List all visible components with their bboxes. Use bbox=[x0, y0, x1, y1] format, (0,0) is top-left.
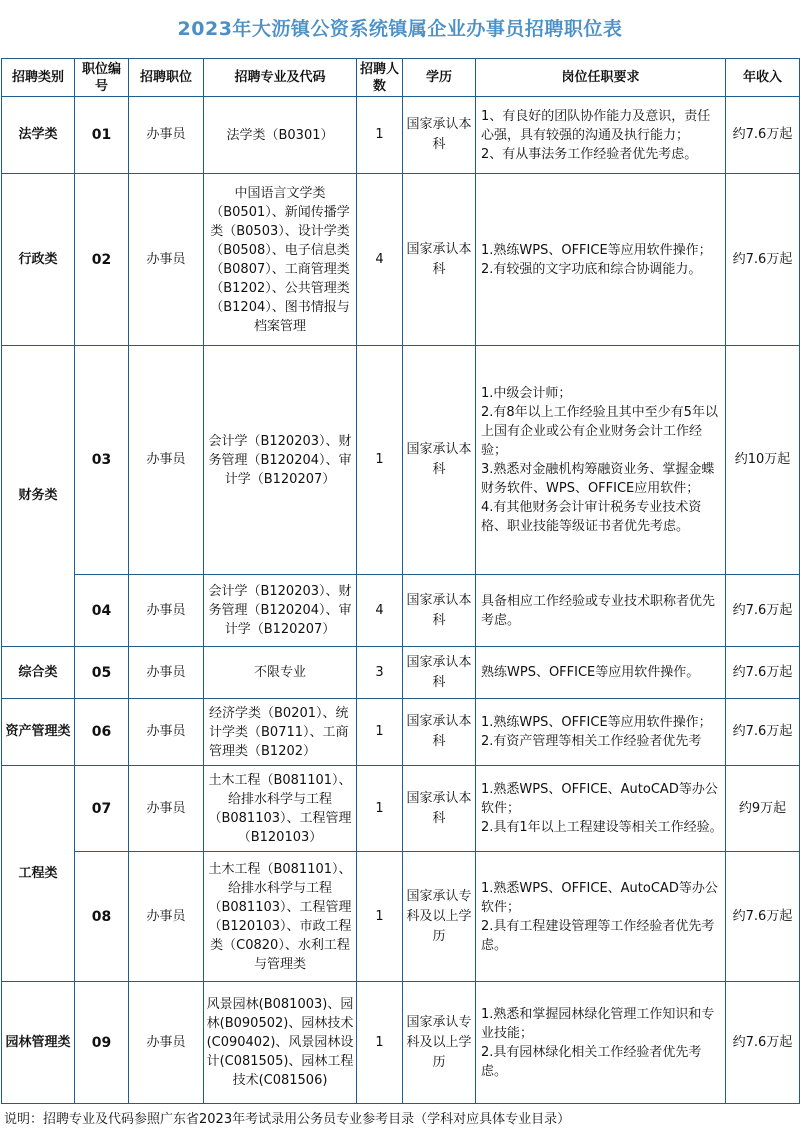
job-table bbox=[1, 58, 800, 1104]
code-cell: 09 bbox=[75, 982, 129, 1104]
count-cell: 1 bbox=[357, 852, 403, 982]
position-cell: 办事员 bbox=[129, 852, 204, 982]
major-cell: 风景园林(B081003)、园林(B090502)、园林技术(C090402)、风景园林设计(C081505)、园林工程技术(C081506) bbox=[204, 982, 357, 1104]
category-cell: 财务类 bbox=[2, 346, 75, 647]
salary-cell: 约7.6万起 bbox=[726, 174, 800, 346]
major-cell: 中国语言文学类（B0501）、新闻传播学类（B0503）、设计学类（B0508）、电子信息类（B0807）、工商管理类（B1202）、公共管理类（B1204）、图书情报与档案管理 bbox=[204, 174, 357, 346]
requirements-cell: 具备相应工作经验或专业技术职称者优先考虑。 bbox=[476, 575, 726, 647]
requirements-cell: 1.熟悉和掌握园林绿化管理工作知识和专业技能； 2.具有园林绿化相关工作经验者优先考虑。 bbox=[476, 982, 726, 1104]
count-cell: 4 bbox=[357, 174, 403, 346]
code-cell: 02 bbox=[75, 174, 129, 346]
salary-cell: 约7.6万起 bbox=[726, 982, 800, 1104]
requirements-cell: 1、有良好的团队协作能力及意识，责任心强，具有较强的沟通及执行能力； 2、有从事法务工作经验者优先考虑。 bbox=[476, 97, 726, 174]
education-cell: 国家承认本科 bbox=[403, 346, 476, 575]
salary-cell: 约7.6万起 bbox=[726, 97, 800, 174]
table-row bbox=[2, 575, 800, 647]
position-cell: 办事员 bbox=[129, 97, 204, 174]
position-cell: 办事员 bbox=[129, 982, 204, 1104]
requirements-cell: 1.熟练WPS、OFFICE等应用软件操作； 2.有资产管理等相关工作经验者优先考 bbox=[476, 699, 726, 766]
category-cell: 工程类 bbox=[2, 766, 75, 982]
code-cell: 04 bbox=[75, 575, 129, 647]
position-cell: 办事员 bbox=[129, 647, 204, 699]
header-category: 招聘类别 bbox=[2, 59, 75, 97]
education-cell: 国家承认专科及以上学历 bbox=[403, 852, 476, 982]
education-cell: 国家承认本科 bbox=[403, 647, 476, 699]
code-cell: 08 bbox=[75, 852, 129, 982]
count-cell: 1 bbox=[357, 346, 403, 575]
position-cell: 办事员 bbox=[129, 174, 204, 346]
salary-cell: 约9万起 bbox=[726, 766, 800, 852]
header-requirements: 岗位任职要求 bbox=[476, 59, 726, 97]
salary-cell: 约10万起 bbox=[726, 346, 800, 575]
education-cell: 国家承认本科 bbox=[403, 97, 476, 174]
education-cell: 国家承认本科 bbox=[403, 575, 476, 647]
major-cell: 不限专业 bbox=[204, 647, 357, 699]
category-cell: 行政类 bbox=[2, 174, 75, 346]
code-cell: 03 bbox=[75, 346, 129, 575]
table-row bbox=[2, 346, 800, 575]
education-cell: 国家承认专科及以上学历 bbox=[403, 982, 476, 1104]
major-cell: 会计学（B120203）、财务管理（B120204）、审计学（B120207） bbox=[204, 346, 357, 575]
header-code: 职位编号 bbox=[75, 59, 129, 97]
education-cell: 国家承认本科 bbox=[403, 174, 476, 346]
requirements-cell: 1.熟悉WPS、OFFICE、AutoCAD等办公软件； 2.具有1年以上工程建设等相关工作经验。 bbox=[476, 766, 726, 852]
category-cell: 法学类 bbox=[2, 97, 75, 174]
category-cell: 资产管理类 bbox=[2, 699, 75, 766]
count-cell: 1 bbox=[357, 97, 403, 174]
table-row bbox=[2, 766, 800, 852]
header-row bbox=[2, 59, 800, 97]
education-cell: 国家承认本科 bbox=[403, 766, 476, 852]
count-cell: 1 bbox=[357, 766, 403, 852]
count-cell: 3 bbox=[357, 647, 403, 699]
header-position: 招聘职位 bbox=[129, 59, 204, 97]
header-education: 学历 bbox=[403, 59, 476, 97]
code-cell: 01 bbox=[75, 97, 129, 174]
code-cell: 07 bbox=[75, 766, 129, 852]
code-cell: 06 bbox=[75, 699, 129, 766]
table-row bbox=[2, 852, 800, 982]
table-row bbox=[2, 699, 800, 766]
major-cell: 土木工程（B081101）、给排水科学与工程（B081103）、工程管理（B120103） bbox=[204, 766, 357, 852]
salary-cell: 约7.6万起 bbox=[726, 699, 800, 766]
position-cell: 办事员 bbox=[129, 575, 204, 647]
requirements-cell: 熟练WPS、OFFICE等应用软件操作。 bbox=[476, 647, 726, 699]
table-row bbox=[2, 647, 800, 699]
code-cell: 05 bbox=[75, 647, 129, 699]
footnote: 说明：招聘专业及代码参照广东省2023年考试录用公务员专业参考目录（学科对应具体专业目录） bbox=[4, 1112, 571, 1127]
count-cell: 4 bbox=[357, 575, 403, 647]
category-cell: 综合类 bbox=[2, 647, 75, 699]
header-major: 招聘专业及代码 bbox=[204, 59, 357, 97]
table-row bbox=[2, 982, 800, 1104]
salary-cell: 约7.6万起 bbox=[726, 647, 800, 699]
position-cell: 办事员 bbox=[129, 766, 204, 852]
salary-cell: 约7.6万起 bbox=[726, 575, 800, 647]
major-cell: 会计学（B120203）、财务管理（B120204）、审计学（B120207） bbox=[204, 575, 357, 647]
requirements-cell: 1.熟悉WPS、OFFICE、AutoCAD等办公软件； 2.具有工程建设管理等工作经验者优先考虑。 bbox=[476, 852, 726, 982]
count-cell: 1 bbox=[357, 982, 403, 1104]
count-cell: 1 bbox=[357, 699, 403, 766]
header-count: 招聘人数 bbox=[357, 59, 403, 97]
header-salary: 年收入 bbox=[726, 59, 800, 97]
requirements-cell: 1.熟练WPS、OFFICE等应用软件操作； 2.有较强的文字功底和综合协调能力。 bbox=[476, 174, 726, 346]
position-cell: 办事员 bbox=[129, 699, 204, 766]
education-cell: 国家承认本科 bbox=[403, 699, 476, 766]
major-cell: 土木工程（B081101）、给排水科学与工程（B081103）、工程管理（B120103）、市政工程类（C0820）、水利工程与管理类 bbox=[204, 852, 357, 982]
position-cell: 办事员 bbox=[129, 346, 204, 575]
table-row bbox=[2, 174, 800, 346]
salary-cell: 约7.6万起 bbox=[726, 852, 800, 982]
requirements-cell: 1.中级会计师； 2.有8年以上工作经验且其中至少有5年以上国有企业或公有企业财务会计工作经验； 3.熟悉对金融机构筹融资业务、掌握金蝶财务软件、WPS、OFFICE应用软件； 4.有其他财务会计审计税务专业技术资格、职业技能等级证书者优先考虑。 bbox=[476, 346, 726, 575]
table-row bbox=[2, 97, 800, 174]
major-cell: 法学类（B0301） bbox=[204, 97, 357, 174]
category-cell: 园林管理类 bbox=[2, 982, 75, 1104]
page-title: 2023年大沥镇公资系统镇属企业办事员招聘职位表 bbox=[177, 18, 623, 40]
major-cell: 经济学类（B0201）、统计学类（B0711）、工商管理类（B1202） bbox=[204, 699, 357, 766]
